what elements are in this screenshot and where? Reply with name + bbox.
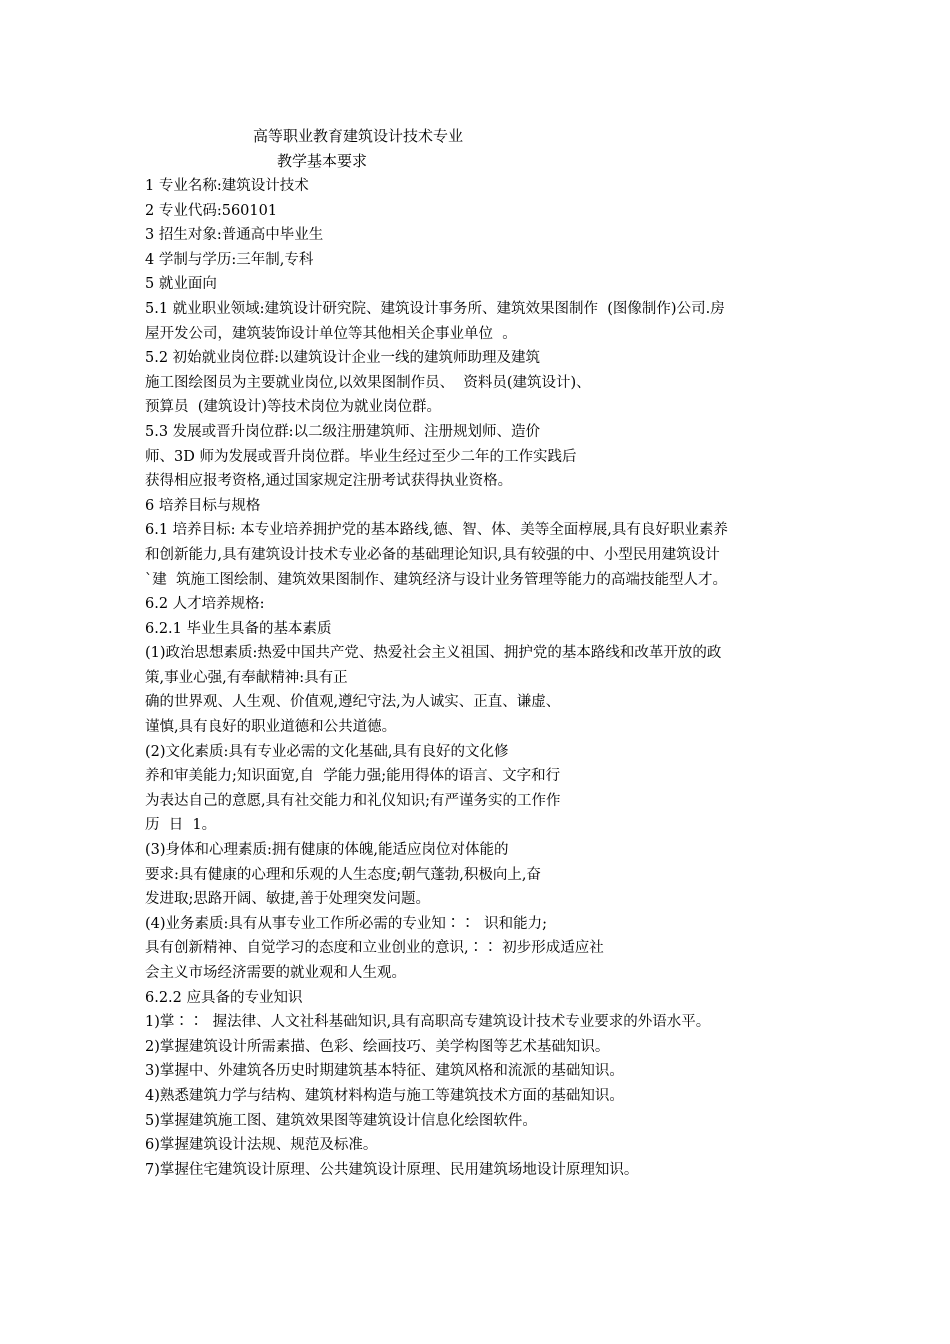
text-line: 6 培养目标与规格 xyxy=(145,497,261,514)
text-line: 5)掌握建筑施工图、建筑效果图等建筑设计信息化绘图软件。 xyxy=(145,1112,537,1129)
text-line: 3 招生对象:普通高中毕业生 xyxy=(145,227,324,244)
text-line: (2)文化素质:具有专业必需的文化基础,具有良好的文化修 xyxy=(145,743,509,760)
text-line: 策,事业心强,有奉献精神:具有正 xyxy=(145,669,348,686)
text-line: 师、3D 师为发展或晋升岗位群。毕业生经过至少二年的工作实践后 xyxy=(145,448,577,465)
text-line: 发进取;思路开阔、敏捷,善于处理突发问题。 xyxy=(145,891,430,908)
text-line: 和创新能力,具有建筑设计技术专业必备的基础理论知识,具有较强的中、小型民用建筑设计 xyxy=(145,546,720,563)
text-line: 具有创新精神、自觉学习的态度和立业创业的意识,∶∶ 初步形成适应社 xyxy=(145,940,604,957)
text-line: 6.2 人才培养规格: xyxy=(145,596,265,613)
text-line: (1)政治思想素质:热爱中国共产党、热爱社会主义祖国、拥护党的基本路线和改革开放的政 xyxy=(145,645,722,662)
text-line: 养和审美能力;知识面宽,自 学能力强;能用得体的语言、文字和行 xyxy=(145,768,561,785)
text-line: 6)掌握建筑设计法规、规范及标准。 xyxy=(145,1137,378,1154)
text-line: 3)掌握中、外建筑各历史时期建筑基本特征、建筑风格和流派的基础知识。 xyxy=(145,1063,624,1080)
text-line: 历 日 1。 xyxy=(145,817,217,834)
document-title-line1: 高等职业教育建筑设计技术专业 xyxy=(253,127,464,145)
text-line: `建 筑施工图绘制、建筑效果图制作、建筑经济与设计业务管理等能力的高端技能型人才。 xyxy=(145,571,727,588)
text-line: 5.2 初始就业岗位群:以建筑设计企业一线的建筑师助理及建筑 xyxy=(145,350,541,367)
text-line: 1)掌∶∶ 握法律、人文社科基础知识,具有高职高专建筑设计技术专业要求的外语水平。 xyxy=(145,1014,711,1031)
text-line: 预算员 (建筑设计)等技术岗位为就业岗位群。 xyxy=(145,399,442,416)
text-line: 7)掌握住宅建筑设计原理、公共建筑设计原理、民用建筑场地设计原理知识。 xyxy=(145,1161,639,1178)
text-line: 5 就业面向 xyxy=(145,276,217,293)
document-title-line2: 教学基本要求 xyxy=(277,152,368,170)
text-line: 6.2.2 应具备的专业知识 xyxy=(145,989,303,1006)
text-line: 1 专业名称:建筑设计技术 xyxy=(145,178,309,194)
text-line: 4 学制与学历:三年制,专科 xyxy=(145,251,314,268)
text-line: 为表达自己的意愿,具有社交能力和礼仪知识;有严谨务实的工作作 xyxy=(145,792,561,809)
text-line: 6.2.1 毕业生具备的基本素质 xyxy=(145,620,332,637)
text-line: (4)业务素质:具有从事专业工作所必需的专业知∶∶ 识和能力; xyxy=(145,915,548,932)
text-line: (3)身体和心理素质:拥有健康的体魄,能适应岗位对体能的 xyxy=(145,842,509,859)
text-line: 4)熟悉建筑力学与结构、建筑材料构造与施工等建筑技术方面的基础知识。 xyxy=(145,1087,624,1104)
text-line: 确的世界观、人生观、价值观,遵纪守法,为人诚实、正直、谦虚、 xyxy=(145,694,561,711)
text-line: 6.1 培养目标: 本专业培养拥护党的基本路线,德、智、体、美等全面椁展,具有良好职业素养 xyxy=(145,522,728,539)
text-line: 5.3 发展或晋升岗位群:以二级注册建筑师、注册规划师、造价 xyxy=(145,423,541,440)
text-line: 2)掌握建筑设计所需素描、色彩、绘画技巧、美学构图等艺术基础知识。 xyxy=(145,1038,610,1055)
text-line: 获得相应报考资格,通过国家规定注册考试获得执业资格。 xyxy=(145,473,513,490)
text-line: 屋开发公司，建筑装饰设计单位等其他相关企事业单位 。 xyxy=(145,325,517,342)
text-line: 施工图绘图员为主要就业岗位,以效果图制作员、 资料员(建筑设计)、 xyxy=(145,374,591,391)
document-text-lines xyxy=(145,174,825,1182)
text-line: 要求:具有健康的心理和乐观的人生态度;朝气蓬勃,积极向上,奋 xyxy=(145,866,541,883)
text-line: 会主义市场经济需要的就业观和人生观。 xyxy=(145,965,406,981)
text-line: 2 专业代码:560101 xyxy=(145,202,278,219)
document-body xyxy=(145,124,825,1182)
text-line: 谨慎,具有良好的职业道德和公共道德。 xyxy=(145,719,397,736)
text-line: 5.1 就业职业领域:建筑设计研究院、建筑设计事务所、建筑效果图制作 (图像制作)公司.房 xyxy=(145,300,725,317)
